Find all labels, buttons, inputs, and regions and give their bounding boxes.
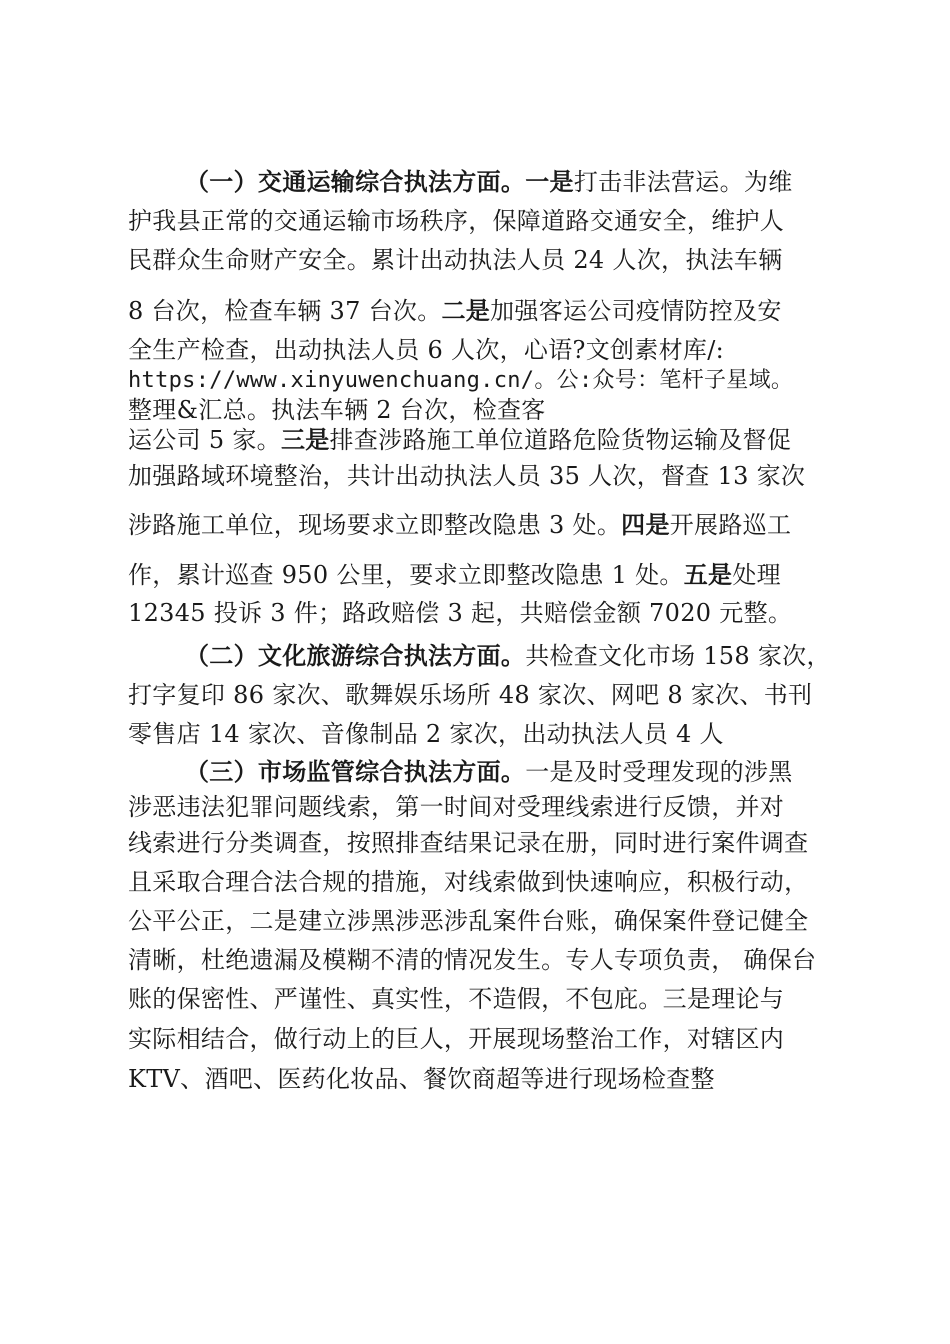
section3-line-8: 实际相结合，做行动上的巨人，开展现场整治工作，对辖区内 <box>128 1025 785 1053</box>
section3-line-3: 线索进行分类调查，按照排查结果记录在册，同时进行案件调查 <box>128 829 809 857</box>
section3-line-2: 涉恶违法犯罪问题线索，第一时间对受理线索进行反馈，并对 <box>128 793 785 821</box>
point-one-label: 一是 <box>525 168 574 196</box>
section1-line-3: 民群众生命财产安全。累计出动执法人员 24 人次，执法车辆 <box>128 246 783 274</box>
section1-line-1: （一）交通运输综合执法方面。一是打击非法营运。为维 <box>185 168 793 196</box>
section1-line-11: 作，累计巡查 950 公里，要求立即整改隐患 1 处。五是处理 <box>128 561 781 589</box>
section1-line-2: 护我县正常的交通运输市场秩序，保障道路交通安全，维护人 <box>128 207 785 235</box>
section3-heading: （三）市场监管综合执法方面。 <box>185 758 526 786</box>
section2-heading: （二）文化旅游综合执法方面。 <box>185 642 526 670</box>
section3-line-5: 公平公正，二是建立涉黑涉恶涉乱案件台账，确保案件登记健全 <box>128 907 809 935</box>
section1-line-7: 整理&汇总。执法车辆 2 台次，检查客 <box>128 396 546 424</box>
section1-line-5: 全生产检查，出动执法人员 6 人次，心语?文创素材库/: <box>128 336 724 364</box>
section1-line-9: 加强路域环境整治，共计出动执法人员 35 人次，督查 13 家次 <box>128 462 806 490</box>
section3-line-4: 且采取合理合法合规的措施，对线索做到快速响应，积极行动， <box>128 868 809 896</box>
section3-line-1: （三）市场监管综合执法方面。一是及时受理发现的涉黑 <box>185 758 793 786</box>
section1-line-8: 运公司 5 家。三是排查涉路施工单位道路危险货物运输及督促 <box>128 426 792 454</box>
section3-line-9: KTV、酒吧、医药化妆品、餐饮商超等进行现场检查整 <box>128 1065 715 1093</box>
section1-line-4: 8 台次，检查车辆 37 台次。二是加强客运公司疫情防控及安 <box>128 297 782 325</box>
point-five-label: 五是 <box>683 561 733 589</box>
point-two-label: 二是 <box>441 297 491 325</box>
section1-line-6: https://www.xinyuwenchuang.cn/。公:众号：笔杆子星域。 <box>128 368 794 393</box>
point-three-label: 三是 <box>280 426 330 454</box>
section2-line-1: （二）文化旅游综合执法方面。共检查文化市场 158 家次， <box>185 642 831 670</box>
section2-line-2: 打字复印 86 家次、歌舞娱乐场所 48 家次、网吧 8 家次、书刊 <box>128 681 813 709</box>
section1-line-10: 涉路施工单位，现场要求立即整改隐患 3 处。四是开展路巡工 <box>128 511 792 539</box>
section3-line-6: 清晰，杜绝遗漏及模糊不清的情况发生。专人专项负责， 确保台 <box>128 946 817 974</box>
section2-line-3: 零售店 14 家次、音像制品 2 家次，出动执法人员 4 人 <box>128 720 724 748</box>
section1-line-12: 12345 投诉 3 件；路政赔偿 3 起，共赔偿金额 7020 元整。 <box>128 599 793 627</box>
point-four-label: 四是 <box>621 511 670 539</box>
section1-heading: （一）交通运输综合执法方面。 <box>185 168 526 196</box>
section3-line-7: 账的保密性、严谨性、真实性，不造假，不包庇。三是理论与 <box>128 985 785 1013</box>
